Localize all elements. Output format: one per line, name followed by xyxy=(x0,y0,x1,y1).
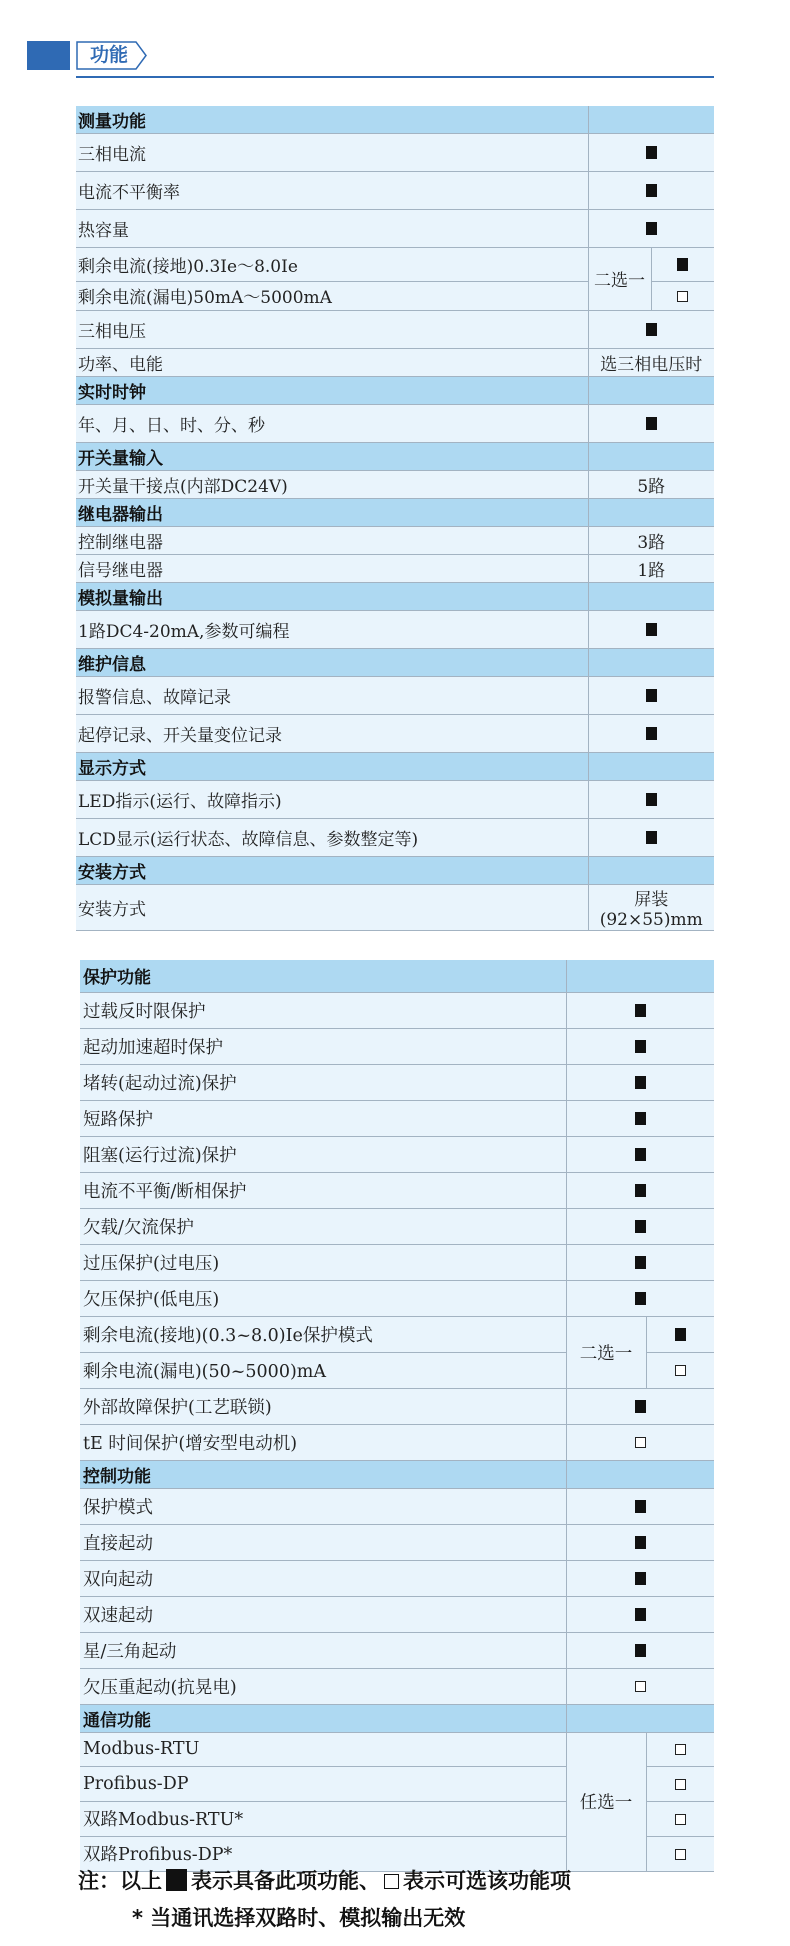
filled-square-icon xyxy=(635,1400,646,1413)
table-row xyxy=(76,780,714,818)
table-row xyxy=(80,1208,714,1244)
table-row xyxy=(80,1244,714,1280)
table-row xyxy=(76,247,714,281)
filled-square-icon xyxy=(635,1572,646,1585)
row-label: 电流不平衡率 xyxy=(78,182,180,203)
table-row xyxy=(80,1172,714,1208)
table-row xyxy=(76,526,714,554)
table-row xyxy=(80,992,714,1028)
open-square-icon xyxy=(384,1874,399,1889)
header-accent-bar xyxy=(27,41,70,70)
filled-square-icon xyxy=(635,1256,646,1269)
table-row xyxy=(76,884,714,930)
table-row xyxy=(76,310,714,348)
section-row xyxy=(80,1704,714,1732)
table-row xyxy=(76,676,714,714)
table-row xyxy=(76,610,714,648)
table-row xyxy=(80,1524,714,1560)
table-row xyxy=(76,404,714,442)
row-label: 双向起动 xyxy=(83,1569,153,1590)
row-label: 剩余电流(接地)(0.3~8.0)Ie保护模式 xyxy=(83,1325,373,1346)
section-row xyxy=(76,442,714,470)
table-row xyxy=(80,1064,714,1100)
filled-square-icon xyxy=(675,1328,686,1341)
row-label: 欠压重起动(抗晃电) xyxy=(83,1677,237,1698)
section-title: 模拟量输出 xyxy=(78,588,163,609)
filled-square-icon xyxy=(646,146,657,159)
section-row xyxy=(76,752,714,780)
choose-two-label: 二选一 xyxy=(588,247,651,310)
table-row xyxy=(80,1488,714,1524)
row-label: 堵转(起动过流)保护 xyxy=(83,1073,237,1094)
row-label: 保护模式 xyxy=(83,1497,153,1518)
row-label: 欠载/欠流保护 xyxy=(83,1217,194,1238)
row-label: 功率、电能 xyxy=(78,354,163,375)
protection-table xyxy=(80,960,714,1872)
open-square-icon xyxy=(677,291,688,302)
row-label: 剩余电流(漏电)50mA～5000mA xyxy=(78,288,332,308)
row-label: 过压保护(过电压) xyxy=(83,1253,220,1274)
row-value: 1路 xyxy=(588,554,714,582)
row-label: Profibus-DP xyxy=(83,1773,189,1794)
section-title: 继电器输出 xyxy=(78,504,163,525)
table-row xyxy=(76,470,714,498)
legend-footnote: * 当通讯选择双路时、模拟输出无效 xyxy=(132,1906,466,1930)
filled-square-icon xyxy=(646,793,657,806)
row-label: 年、月、日、时、分、秒 xyxy=(78,415,265,436)
filled-square-icon xyxy=(635,1004,646,1017)
section-title: 维护信息 xyxy=(78,654,146,675)
section-title: 显示方式 xyxy=(78,758,146,779)
table-row xyxy=(80,1560,714,1596)
row-label: 起停记录、开关量变位记录 xyxy=(78,725,282,746)
table-row xyxy=(76,714,714,752)
row-label: 电流不平衡/断相保护 xyxy=(83,1181,247,1202)
table-row xyxy=(76,348,714,376)
choose-two-label: 二选一 xyxy=(566,1316,646,1388)
filled-square-icon xyxy=(635,1076,646,1089)
section-title: 保护功能 xyxy=(83,968,151,989)
table-row xyxy=(76,133,714,171)
section-title: 实时时钟 xyxy=(78,382,146,403)
row-label: LED指示(运行、故障指示) xyxy=(78,791,282,812)
row-label: 星/三角起动 xyxy=(83,1641,177,1662)
section-title: 开关量输入 xyxy=(78,448,163,469)
open-square-icon xyxy=(675,1365,686,1376)
row-label: 三相电流 xyxy=(78,144,146,165)
table-row xyxy=(80,1596,714,1632)
table-row xyxy=(80,1136,714,1172)
row-label: 外部故障保护(工艺联锁) xyxy=(83,1397,272,1418)
row-label: 安装方式 xyxy=(78,899,146,920)
row-label: 信号继电器 xyxy=(78,560,163,581)
section-row xyxy=(80,1460,714,1488)
row-value: 屏装(92×55)mm xyxy=(588,884,714,930)
filled-square-icon xyxy=(635,1292,646,1305)
table-row xyxy=(80,1632,714,1668)
open-square-icon xyxy=(635,1437,646,1448)
row-label: tE 时间保护(增安型电动机) xyxy=(83,1433,298,1454)
row-label: 开关量干接点(内部DC24V) xyxy=(78,476,288,497)
filled-square-icon xyxy=(635,1644,646,1657)
filled-square-icon xyxy=(635,1500,646,1513)
section-row xyxy=(80,960,714,992)
filled-square-icon xyxy=(646,727,657,740)
table-row xyxy=(76,171,714,209)
row-label: 热容量 xyxy=(78,220,129,241)
open-square-icon xyxy=(675,1849,686,1860)
table-row xyxy=(80,1388,714,1424)
section-row xyxy=(76,648,714,676)
row-value: 5路 xyxy=(588,470,714,498)
row-value: 选三相电压时 xyxy=(588,348,714,376)
row-label: 剩余电流(漏电)(50~5000)mA xyxy=(83,1361,327,1382)
row-label: 1路DC4-20mA,参数可编程 xyxy=(78,621,290,642)
legend-filled-text: 表示具备此项功能、 xyxy=(191,1869,380,1893)
filled-square-icon xyxy=(635,1112,646,1125)
row-label: 双速起动 xyxy=(83,1605,153,1626)
row-label: 欠压保护(低电压) xyxy=(83,1289,220,1310)
row-label: 三相电压 xyxy=(78,321,146,342)
section-title: 通信功能 xyxy=(83,1710,151,1731)
filled-square-icon xyxy=(635,1040,646,1053)
filled-square-icon xyxy=(646,222,657,235)
section-title: 控制功能 xyxy=(83,1466,151,1487)
row-label: 双路Modbus-RTU* xyxy=(83,1810,244,1830)
table-row xyxy=(80,1100,714,1136)
open-square-icon xyxy=(675,1779,686,1790)
row-label: 短路保护 xyxy=(83,1109,153,1130)
row-label: Modbus-RTU xyxy=(83,1739,200,1759)
section-row xyxy=(76,498,714,526)
row-label: 剩余电流(接地)0.3Ie～8.0Ie xyxy=(78,256,298,277)
header-rule xyxy=(76,76,714,78)
row-value: 3路 xyxy=(588,526,714,554)
open-square-icon xyxy=(675,1814,686,1825)
filled-square-icon xyxy=(646,184,657,197)
filled-square-icon xyxy=(646,831,657,844)
row-label: 报警信息、故障记录 xyxy=(78,687,231,708)
filled-square-icon xyxy=(635,1148,646,1161)
page-title: 功能 xyxy=(90,44,129,66)
filled-square-icon xyxy=(635,1608,646,1621)
filled-square-icon xyxy=(635,1184,646,1197)
measurement-table xyxy=(76,106,714,931)
filled-square-icon xyxy=(646,417,657,430)
section-title: 安装方式 xyxy=(78,862,146,883)
table-row xyxy=(76,209,714,247)
legend-note xyxy=(78,1865,571,1895)
row-label: 阻塞(运行过流)保护 xyxy=(83,1145,237,1166)
table-row xyxy=(80,1732,714,1766)
row-label: 过载反时限保护 xyxy=(83,1001,206,1022)
row-label: 控制继电器 xyxy=(78,532,163,553)
filled-square-icon xyxy=(646,689,657,702)
table-row xyxy=(80,1668,714,1704)
row-label: 双路Profibus-DP* xyxy=(83,1845,233,1865)
filled-square-icon xyxy=(635,1220,646,1233)
section-row xyxy=(76,856,714,884)
table-row xyxy=(80,1424,714,1460)
header-tab xyxy=(76,41,148,70)
choose-any-label: 任选一 xyxy=(566,1732,646,1871)
section-title: 测量功能 xyxy=(78,111,146,132)
section-row xyxy=(76,582,714,610)
table-row xyxy=(76,554,714,582)
filled-square-icon xyxy=(166,1869,187,1891)
filled-square-icon xyxy=(646,623,657,636)
section-row xyxy=(76,106,714,133)
table-row xyxy=(76,818,714,856)
table-row xyxy=(80,1280,714,1316)
filled-square-icon xyxy=(677,258,688,271)
table-row xyxy=(80,1028,714,1064)
row-label: 直接起动 xyxy=(83,1533,153,1554)
open-square-icon xyxy=(675,1744,686,1755)
row-label: 起动加速超时保护 xyxy=(83,1037,223,1058)
table-row xyxy=(80,1316,714,1352)
legend-prefix: 注：以上 xyxy=(78,1869,162,1893)
open-square-icon xyxy=(635,1681,646,1692)
filled-square-icon xyxy=(646,323,657,336)
section-row xyxy=(76,376,714,404)
row-label: LCD显示(运行状态、故障信息、参数整定等) xyxy=(78,829,419,850)
filled-square-icon xyxy=(635,1536,646,1549)
legend-open-text: 表示可选该功能项 xyxy=(403,1869,571,1893)
